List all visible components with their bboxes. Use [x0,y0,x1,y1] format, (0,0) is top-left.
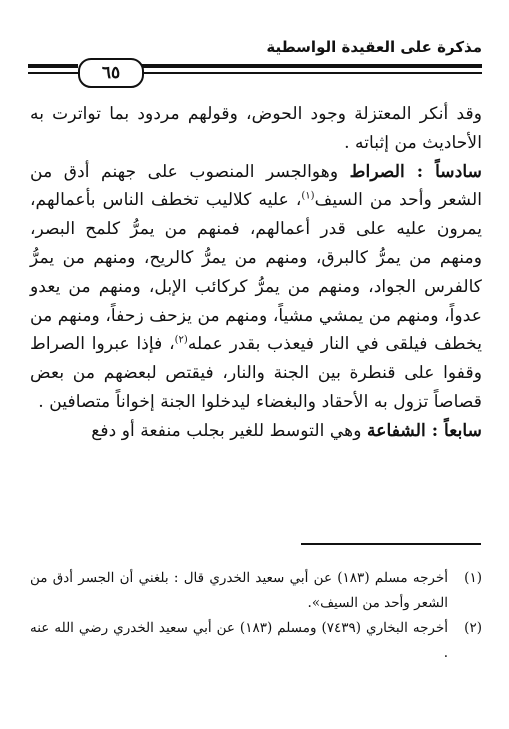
footnotes [30,566,482,666]
footnote-ref-2: (٢) [174,334,188,346]
footnote-1-number: (١) [464,570,482,586]
paragraph-shafaa [30,417,482,446]
sirat-text-c: ، فإذا عبروا الصراط وقفوا على قنطرة بين الجنة والنار، فيقتص لبعضهم من بعض قصاصاً تزول به الأحقاد والبغضاء ليدخلوا الجنة إخواناً متصافين . [30,334,482,412]
shafaa-text: وهي التوسط للغير بجلب منفعة أو دفع [91,420,367,441]
footnote-divider [301,543,481,545]
sirat-text-a: وهوالجسر المنصوب على جهنم أدق من الشعر وأحد من السيف [30,161,482,211]
heading-shafaa: سابعاً : الشفاعة [366,420,482,441]
header-rule-thin-right [142,72,482,74]
header-rule-thin-left [28,72,78,74]
footnote-2 [30,616,482,666]
paragraph-hawd: وقد أنكر المعتزلة وجود الحوض، وقولهم مردود بما تواترت به الأحاديث من إثباته . [30,104,482,153]
footnote-1 [30,566,482,616]
footnote-ref-1: (١) [301,190,315,202]
sirat-text-b: ، عليه كلاليب تخطف الناس بأعمالهم، يمرون عليه على قدر أعمالهم، فمنهم من يمرُّ كلمح البصر، ومنهم من يمرُّ كالبرق، ومنهم من يمرُّ كالريح، ومنهم من يمرُّ كالفرس الجواد، ومنهم من يمرُّ كركائب الإبل، ومنهم من يعدو عدواً، ومنهم من يمشي مشياً، ومنهم من يزحف زحفاً، ومنهم من يخطف فيلقى في النار فيعذب بقدر عمله [30,190,483,355]
heading-sirat: سادساً : الصراط [349,161,483,182]
footnote-2-number: (٢) [464,620,482,636]
header-rule-thick-right [142,64,482,68]
footnote-2-text: أخرجه البخاري (٧٤٣٩) ومسلم (١٨٣) عن أبي سعيد الخدري رضي الله عنه . [30,620,448,661]
main-text [30,100,482,446]
header-rule-thick-left [28,64,78,68]
paragraph-sirat [30,158,482,417]
book-title: مذكرة على العقيدة الواسطية [266,38,482,56]
page-number: ٦٥ [78,58,144,88]
footnote-1-text: أخرجه مسلم (١٨٣) عن أبي سعيد الخدري قال : بلغني أن الجسر أدق من الشعر وأحد من السيف». [30,570,448,611]
page-header [28,28,482,84]
